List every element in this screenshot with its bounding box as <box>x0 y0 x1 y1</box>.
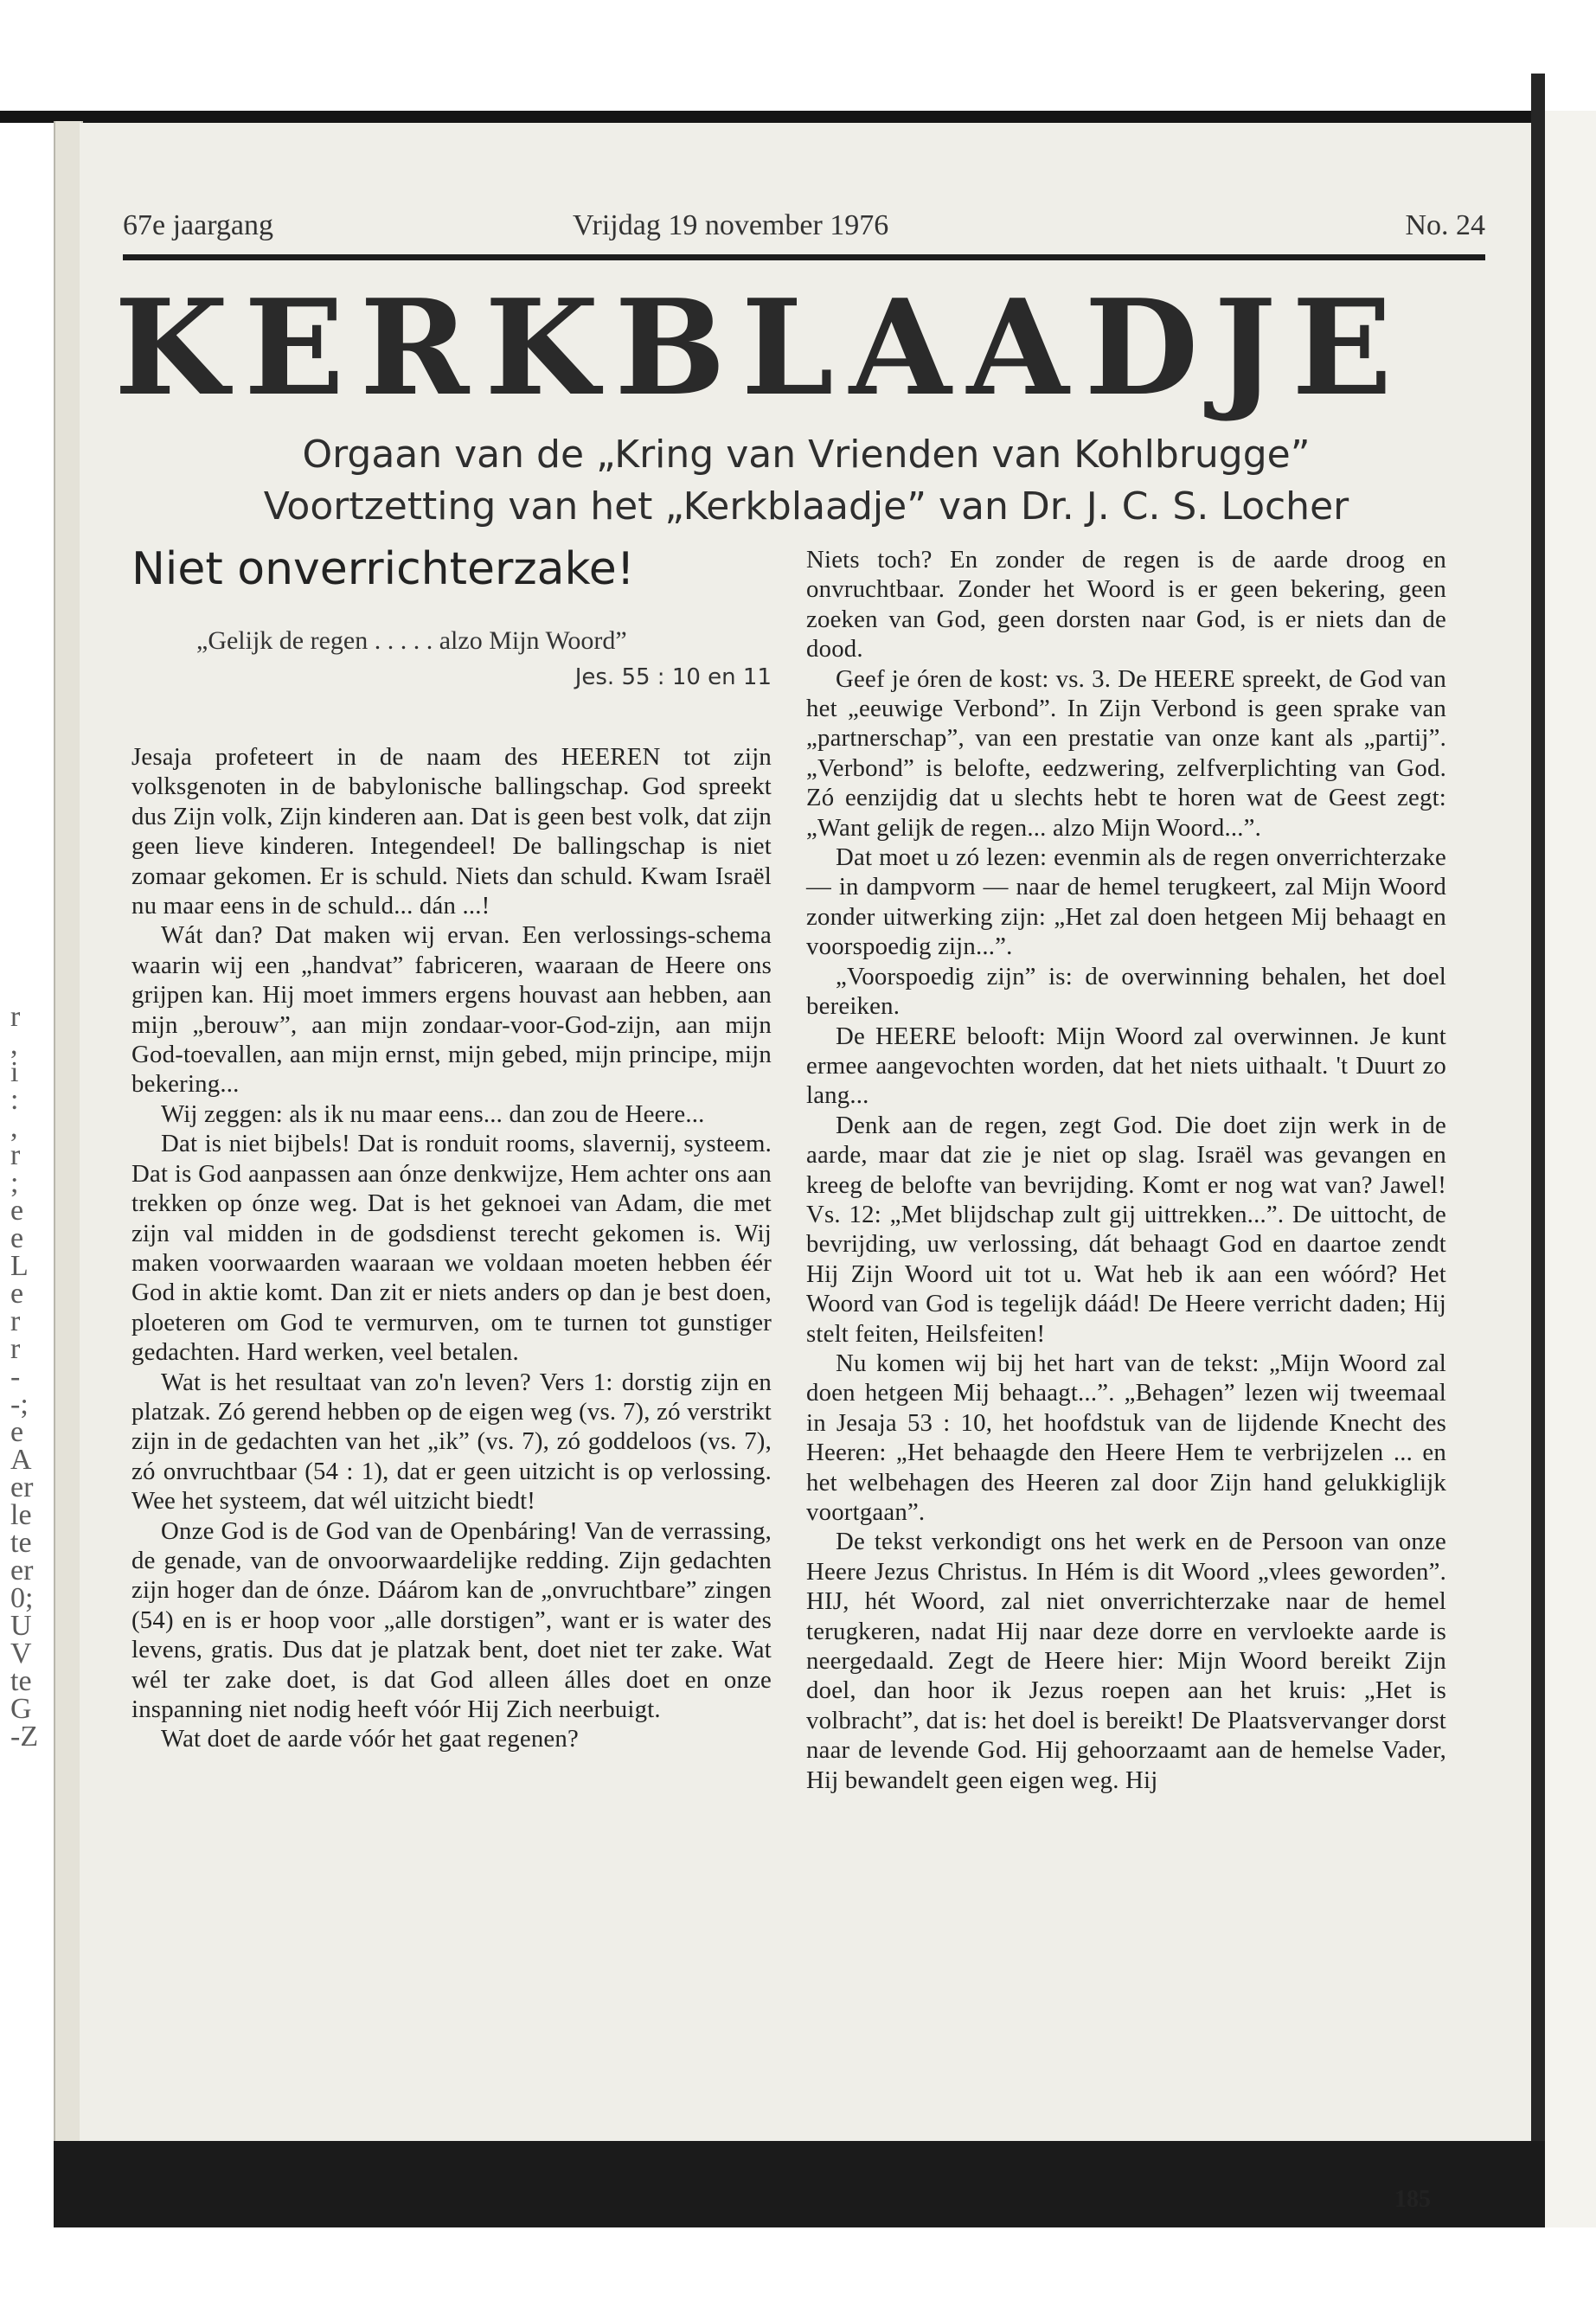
paragraph: Wat is het resultaat van zo'n leven? Vers 1: dorstig zijn en platzak. Zó gerend hebben op de eigen weg (vs. 7), zó verstrikt zijn in de gedachten van het „ik” (vs. 7), zó goddeloos (vs. 7), zó onvruchtbaar (54 : 1), dat er geen uitzicht is op verlossing. Wee het systeem, dat wél uitzicht biedt! <box>131 1368 772 1516</box>
paragraph: Dat moet u zó lezen: evenmin als de regen onverrichterzake — in dampvorm — naar de hemel terugkeert, zal Mijn Woord zonder uitwerking zijn: „Het zal doen hetgeen Mij behaagt en voorspoedig zijn...”. <box>806 843 1446 961</box>
left-column-text <box>131 742 772 1754</box>
margin-fragment-char: le <box>10 1499 32 1531</box>
margin-fragment-char: i <box>10 1056 19 1088</box>
margin-fragment-char: , <box>10 1029 18 1061</box>
scan-top-margin <box>0 0 1596 111</box>
margin-fragment-char: er <box>10 1471 34 1503</box>
paragraph: De tekst verkondigt ons het werk en de Persoon van onze Heere Jezus Christus. In Hém is dit Woord „vlees geworden”. HIJ, hét Woord, zal niet onverrichterzake naar de hemel terugkeren, nadat Hij naar deze dorre en vervloekte aarde is neergedaald. Zegt de Heere hier: Mijn Woord bereikt Zijn doel, dan hoor ik Jezus roepen aan het kruis: „Het is volbracht”, dat is: het doel is bereikt! De Plaatsvervanger dorst naar de levende God. Hij gehoorzaamt aan de hemelse Vader, Hij bewandelt geen eigen weg. Hij <box>806 1528 1446 1794</box>
right-column <box>806 545 1446 1795</box>
margin-fragment-char: e <box>10 1195 24 1227</box>
margin-fragment-char: e <box>10 1278 24 1310</box>
scan-bottom-margin <box>0 2227 1596 2301</box>
issue-header <box>123 209 1485 249</box>
masthead-title: KERKBLAADJE <box>114 270 1408 425</box>
margin-fragment-char: U <box>10 1610 32 1642</box>
margin-fragment-char: : <box>10 1084 19 1116</box>
margin-fragment-char: te <box>10 1665 32 1697</box>
paragraph: Wát dan? Dat maken wij ervan. Een verlossings-schema waarin wij een „handvat” fabriceren, waaraan de Heere ons grijpen kan. Hij moet immers ergens houvast aan hebben, aan mijn „berouw”, aan mijn zondaar-voor-God-zijn, aan mijn God-toevallen, aan mijn ernst, mijn gebed, mijn principe, mijn bekering... <box>131 921 772 1099</box>
paragraph: Wij zeggen: als ik nu maar eens... dan zou de Heere... <box>161 1099 705 1128</box>
margin-fragment-char: -Z <box>10 1721 39 1753</box>
issue-number: No. 24 <box>1405 209 1485 241</box>
masthead-subtitle-2: Voortzetting van het „Kerkblaadje” van Dr. J. C. S. Locher <box>263 484 1349 529</box>
paragraph: Nu komen wij bij het hart van de tekst: „Mijn Woord zal doen hetgeen Mij behaagt...”. „Behagen” lezen wij tweemaal in Jesaja 53 : 10, het hoofdstuk van de lijdende Knecht des Heeren: „Het behaagde den Heere Hem te verbrijzelen ... en het welbehagen des Heeren zal door Zijn hand gelukkiglijk voortgaan”. <box>806 1349 1446 1526</box>
margin-fragment-char: L <box>10 1250 29 1282</box>
scan-top-edge <box>0 111 1544 123</box>
margin-fragment-char: V <box>10 1638 32 1670</box>
paragraph: Denk aan de regen, zegt God. Die doet zijn werk in de aarde, maar dat zie je niet op slag. Israël was gevangen en kreeg de belofte van bevrijding. Komt er nog wat van? Jawel! Vs. 12: „Met blijdschap zult gij uittrekken...”. De uittocht, de bevrijding, uw verlossing, dát behaagt God en daartoe zendt Hij Zijn Woord uit tot u. Wat heb ik aan een wóórd? Het Woord van God is tegelijk dáád! De Heere verricht daden; Hij stelt feiten, Heilsfeiten! <box>806 1111 1446 1348</box>
paragraph: Wat doet de aarde vóór het gaat regenen? <box>161 1725 579 1753</box>
margin-fragment-char: A <box>10 1444 32 1476</box>
right-column-text <box>806 545 1446 1795</box>
margin-fragment-char: e <box>10 1416 24 1448</box>
paragraph: „Voorspoedig zijn” is: de overwinning behalen, het doel bereiken. <box>806 962 1446 1021</box>
issue-date: Vrijdag 19 november 1976 <box>573 209 889 241</box>
paragraph: Jesaja profeteert in de naam des HEEREN tot zijn volksgenoten in de babylonische ballingschap. God spreekt dus Zijn volk, Zijn kinderen aan. Dat is geen best volk, dat zijn geen lieve kinderen. Integendeel! De ballingschap is niet zomaar gekomen. Er is schuld. Niets dan schuld. Kwam Israël nu maar eens in de schuld... dán ...! <box>131 743 772 920</box>
margin-fragment-char: G <box>10 1693 32 1725</box>
paragraph: De HEERE belooft: Mijn Woord zal overwinnen. Je kunt ermee aangevochten worden, dat het niets uithaalt. 't Duurt zo lang... <box>806 1022 1446 1110</box>
paragraph: Onze God is de God van de Openbáring! Van de verrassing, de genade, van de onvoorwaardelijke redding. Zijn gedachten zijn hoger dan de ónze. Dáárom kan de „onvruchtbare” zingen (54) en is er hoop voor „alle dorstigen”, want er is water des levens, gratis. Dus dat je platzak bent, doet niet ter zake. Wat wél ter zake doet, is dat God alleen álles doet en onze inspanning niet nodig heeft vóór Hij Zich neerbuigt. <box>131 1516 772 1723</box>
scripture-reference: Jes. 55 : 10 en 11 <box>574 664 772 690</box>
paragraph: Niets toch? En zonder de regen is de aarde droog en onvruchtbaar. Zonder het Woord is er geen bekering, geen zoeken van God, geen dorsten naar God, is er niets dan de dood. <box>806 546 1446 663</box>
left-column <box>131 538 772 1754</box>
margin-fragment-char: , <box>10 1112 18 1144</box>
margin-fragment-char: er <box>10 1554 34 1586</box>
margin-fragment-char: r <box>10 1139 21 1171</box>
margin-fragment-char: 0; <box>10 1582 34 1614</box>
masthead-subtitle-1: Orgaan van de „Kring van Vrienden van Kohlbrugge” <box>302 433 1311 477</box>
previous-page-margin-fragment <box>10 1003 62 1751</box>
paragraph: Geef je óren de kost: vs. 3. De HEERE spreekt, de God van het „eeuwige Verbond”. In Zijn Verbond is geen sprake van „partnerschap”, van een prestatie van onze kant als „partij”. „Verbond” is belofte, eedzwering, zelfverplichting van God. Zó eenzijdig dat u slechts hebt te horen wat de Geest zegt: „Want gelijk de regen... alzo Mijn Woord...”. <box>806 664 1446 842</box>
margin-fragment-char: ; <box>10 1167 19 1199</box>
margin-fragment-char: r <box>10 1333 21 1365</box>
margin-fragment-char: e <box>10 1222 24 1254</box>
page-number: 185 <box>1394 2186 1431 2213</box>
article-epigraph: „Gelijk de regen . . . . . alzo Mijn Woord” <box>196 626 627 655</box>
scan-right-edge <box>1531 74 1545 2245</box>
margin-fragment-char: - <box>10 1361 21 1393</box>
article-title: Niet onverrichterzake! <box>131 543 635 595</box>
margin-fragment-char: te <box>10 1527 32 1559</box>
volume-label: 67e jaargang <box>123 209 274 241</box>
margin-fragment-char: -; <box>10 1388 29 1420</box>
paragraph: Dat is niet bijbels! Dat is ronduit rooms, slavernij, systeem. Dat is God aanpassen aan ónze denkwijze, Hem achter ons aan trekken op ónze weg. Dat is het geknoei van Adam, die met zijn val midden in de godsdienst terecht gekomen is. Wij maken voorwaarden waaraan we voldaan moeten hebben éér God in aktie komt. Dan zit er niets anders op dan je best doen, ploeteren om God te vermurven, om te turnen tot gunstiger gedachten. Hard werken, veel betalen. <box>131 1130 772 1367</box>
newspaper-page <box>80 123 1531 2213</box>
margin-fragment-char: r <box>10 1305 21 1337</box>
scan-bottom-edge <box>54 2141 1545 2227</box>
margin-fragment-char: r <box>10 1001 21 1033</box>
header-rule <box>123 254 1485 260</box>
